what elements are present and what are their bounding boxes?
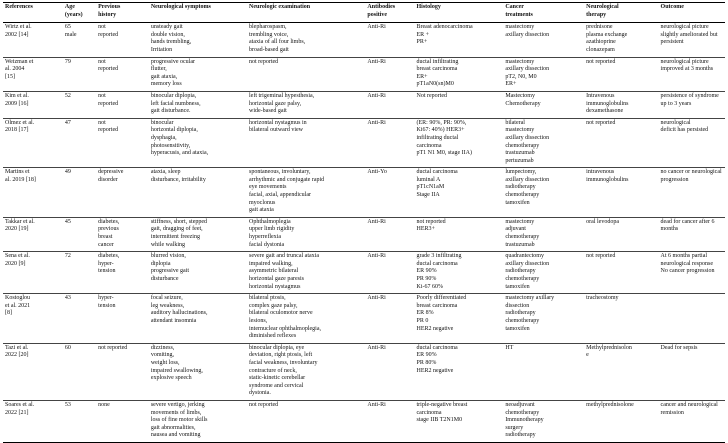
cell-antibodies-positive: Anti-Ri (365, 294, 414, 344)
cell-age: 43 (63, 294, 96, 344)
cell-histology: (ER: 90%, PR: 90%, Ki67: 40%) HER3+ infiltrating ductal carcinoma pT1 N1 M0, stage IIA) (415, 118, 504, 168)
table-row (3, 91, 725, 118)
cell-neurological-symptoms: progressive ocular flutter, gait ataxia, memory loss (149, 57, 247, 91)
header-row (3, 3, 725, 23)
table-row (3, 57, 725, 91)
table-row (3, 23, 725, 57)
cell-previous-history: diabetes, previous breast cancer (96, 217, 149, 251)
column-header-age: Age (years) (63, 3, 96, 23)
cell-cancer-treatments: HT (503, 343, 584, 400)
cell-outcome: At 6 months partial neurological response No cancer progression (659, 252, 725, 294)
cell-outcome: neurological picture slightly ameliorated but persistent (659, 23, 725, 57)
cell-histology: Not reported (415, 91, 504, 118)
cell-previous-history: diabetes, hyper- tension (96, 252, 149, 294)
cell-age: 79 (63, 57, 96, 91)
column-header-outcome: Outcome (659, 3, 725, 23)
cell-histology: not reported HER3+ (415, 217, 504, 251)
cell-antibodies-positive: Anti-Ri (365, 400, 414, 442)
cell-previous-history: not reported (96, 343, 149, 400)
cell-histology: Breast adenocarcinoma ER + PR+ (415, 23, 504, 57)
cell-neurological-therapy: oral levodopa (584, 217, 658, 251)
cell-histology: grade 3 infiltrating ductal carcinoma ER 90% PR 90% Ki-67 60% (415, 252, 504, 294)
cell-references: Tazi et al. 2022 [20] (3, 343, 63, 400)
cell-neurological-therapy: Methylprednisolon e (584, 343, 658, 400)
cell-antibodies-positive: Anti-Ri (365, 343, 414, 400)
cell-histology: triple-negative breast carcinoma stage IIB T2N1M0 (415, 400, 504, 442)
cell-references: Weizman et al. 2004 [15] (3, 57, 63, 91)
cell-histology: ductal infiltrating breast carcinoma ER+ pT1aN0(sn)M0 (415, 57, 504, 91)
column-header-previous-history: Previous history (96, 3, 149, 23)
cell-cancer-treatments: mastectomy adjuvant chemotherapy trastuzumab (503, 217, 584, 251)
table-row (3, 118, 725, 168)
cell-neurological-symptoms: dizziness, vomiting, weight loss, impaired swallowing, explosive speech (149, 343, 247, 400)
table-header (3, 3, 725, 23)
cell-references: Martins et al. 2019 [18] (3, 168, 63, 218)
cell-previous-history: hyper- tension (96, 294, 149, 344)
table-row (3, 400, 725, 442)
cell-cancer-treatments: quadrantectomy axillary dissection radiotherapy chemotherapy tamoxifen (503, 252, 584, 294)
cell-previous-history: depressive disorder (96, 168, 149, 218)
column-header-neurological-therapy: Neurological therapy (584, 3, 658, 23)
cell-neurologic-examination: not reported (247, 57, 365, 91)
cell-age: 45 (63, 217, 96, 251)
cell-previous-history: not reported (96, 91, 149, 118)
table-row (3, 294, 725, 344)
cell-antibodies-positive: Anti-Ri (365, 91, 414, 118)
cell-references: Takkar et al. 2020 [19] (3, 217, 63, 251)
cell-age: 47 (63, 118, 96, 168)
cell-antibodies-positive: Anti-Ri (365, 23, 414, 57)
cell-references: Olmez et al. 2018 [17] (3, 118, 63, 168)
cell-cancer-treatments: bilateral mastectomy axillary dissection chemotherapy trastuzumab pertuzumab (503, 118, 584, 168)
cell-neurologic-examination: Ophthalmoplegia upper limb rigidity hyperreflexia facial dystonia (247, 217, 365, 251)
column-header-neurologic-examination: Neurologic examination (247, 3, 365, 23)
cell-cancer-treatments: mastectomy axillary dissection (503, 23, 584, 57)
cell-neurological-symptoms: stiffness, short, stepped gait, dragging of feet, intermittent freezing while walking (149, 217, 247, 251)
cell-neurologic-examination: blepharospasm, trembling voice, ataxia of all four limbs, broad-based gait (247, 23, 365, 57)
cell-neurological-symptoms: blurred vision, diplopia progressive gait disturbance (149, 252, 247, 294)
column-header-cancer-treatments: Cancer treatments (503, 3, 584, 23)
cell-histology: Poorly differentiated breast carcinoma ER 8% PR 0 HER2 negative (415, 294, 504, 344)
cell-neurological-symptoms: focal seizure, leg weakness, auditory hallucinations, attendant insomnia (149, 294, 247, 344)
cell-antibodies-positive: Anti-Ri (365, 57, 414, 91)
cell-neurological-symptoms: unsteady gait double vision, hands trembling, Irritation (149, 23, 247, 57)
table-row (3, 168, 725, 218)
cell-age: 52 (63, 91, 96, 118)
cell-cancer-treatments: lumpectomy, axillary dissection radiotherapy chemotherapy tamoxifen (503, 168, 584, 218)
cell-references: Wirtz et al. 2002 [14] (3, 23, 63, 57)
case-reports-table (3, 2, 725, 443)
cell-neurological-therapy: not reported (584, 252, 658, 294)
cell-outcome: neurological picture improved at 3 months (659, 57, 725, 91)
table-body (3, 23, 725, 443)
cell-neurological-therapy: Intravenous immunoglobulins dexamethasone (584, 91, 658, 118)
cell-neurological-symptoms: binocular horizontal diplopia, dysphagia, photosensitivity, hyperacusis, and ataxia, (149, 118, 247, 168)
cell-cancer-treatments: mastectomy axillary dissection radiotherapy chemotherapy tamoxifen (503, 294, 584, 344)
cell-neurological-therapy: not reported (584, 57, 658, 91)
cell-references: Kim et al. 2009 [16] (3, 91, 63, 118)
column-header-antibodies-positive: Antibodies positive (365, 3, 414, 23)
cell-cancer-treatments: mastectomy axillary dissection pT2, N0, M0 ER+ (503, 57, 584, 91)
cell-cancer-treatments: Mastectomy Chemotherapy (503, 91, 584, 118)
cell-age: 60 (63, 343, 96, 400)
cell-antibodies-positive: Anti-Ri (365, 118, 414, 168)
cell-neurological-therapy: intravenous immunoglobulins (584, 168, 658, 218)
cell-outcome: Dead for sepsis (659, 343, 725, 400)
cell-previous-history: none (96, 400, 149, 442)
cell-neurological-therapy: not reported (584, 118, 658, 168)
cell-age: 65 male (63, 23, 96, 57)
cell-neurological-therapy: prednisone plasma exchange azathioprine clonazepam (584, 23, 658, 57)
cell-histology: ductal carcinoma luminal A pT1cN1aM Stage IIA (415, 168, 504, 218)
cell-references: Soares et al. 2022 [21] (3, 400, 63, 442)
cell-outcome (659, 294, 725, 344)
cell-age: 49 (63, 168, 96, 218)
cell-neurologic-examination: binocular diplopia, eye deviation, right ptosis, left facial weakness, involuntary contracture of neck, static-kinetic cerebellar syndrome and cervical dystonia. (247, 343, 365, 400)
cell-antibodies-positive: Anti-Ri (365, 217, 414, 251)
column-header-neurological-symptoms: Neurological symptoms (149, 3, 247, 23)
cell-neurological-symptoms: ataxia, sleep disturbance, irritability (149, 168, 247, 218)
column-header-histology: Histology (415, 3, 504, 23)
cell-neurological-therapy: tracheostomy (584, 294, 658, 344)
cell-neurologic-examination: spontaneous, involuntary, arrhythmic and conjugate rapid eye movements facial, axial, appendicular myoclonus gait ataxia (247, 168, 365, 218)
table-row (3, 252, 725, 294)
column-header-references: References (3, 3, 63, 23)
cell-histology: ductal carcinoma ER 90% PR 80% HER2 negative (415, 343, 504, 400)
cell-neurologic-examination: left trigeminal hypesthesia, horizontal gaze palsy, wide-based gait (247, 91, 365, 118)
cell-references: Sena et al. 2020 [9] (3, 252, 63, 294)
cell-outcome: cancer and neurological remission (659, 400, 725, 442)
cell-age: 53 (63, 400, 96, 442)
cell-neurologic-examination: horizontal nystagmus in bilateral outward view (247, 118, 365, 168)
cell-previous-history: not reported (96, 57, 149, 91)
cell-antibodies-positive: Anti-Yo (365, 168, 414, 218)
cell-neurologic-examination: bilateral ptosis, complex gaze palsy, bilateral oculomotor nerve lesions, internuclear ophthalmoplegia, diminished reflexes (247, 294, 365, 344)
cell-outcome: neurological deficit has persisted (659, 118, 725, 168)
cell-neurological-symptoms: binocular diplopia, left facial numbness, gait disturbance. (149, 91, 247, 118)
table-row (3, 343, 725, 400)
cell-outcome: no cancer or neurological progression (659, 168, 725, 218)
cell-age: 72 (63, 252, 96, 294)
cell-cancer-treatments: neoadjuvant chemotherapy Immunotherapy surgery radiotherapy (503, 400, 584, 442)
cell-antibodies-positive: Anti-Ri (365, 252, 414, 294)
cell-previous-history: not reported (96, 23, 149, 57)
cell-neurological-therapy: methylprednisolone (584, 400, 658, 442)
cell-neurologic-examination: not reported (247, 400, 365, 442)
cell-outcome: dead for cancer after 6 months (659, 217, 725, 251)
cell-previous-history: not reported (96, 118, 149, 168)
cell-neurologic-examination: severe gait and truncal ataxia impaired walking, asymmetric bilateral horizontal gaze paresis horizontal nystagmus (247, 252, 365, 294)
table-row (3, 217, 725, 251)
cell-neurological-symptoms: severe vertigo, jerking movements of limbs, loss of fine motor skills gait abnormalities, nausea and vomiting (149, 400, 247, 442)
cell-references: Kostoglou et al. 2021 [8] (3, 294, 63, 344)
cell-outcome: persistence of syndrome up to 3 years (659, 91, 725, 118)
